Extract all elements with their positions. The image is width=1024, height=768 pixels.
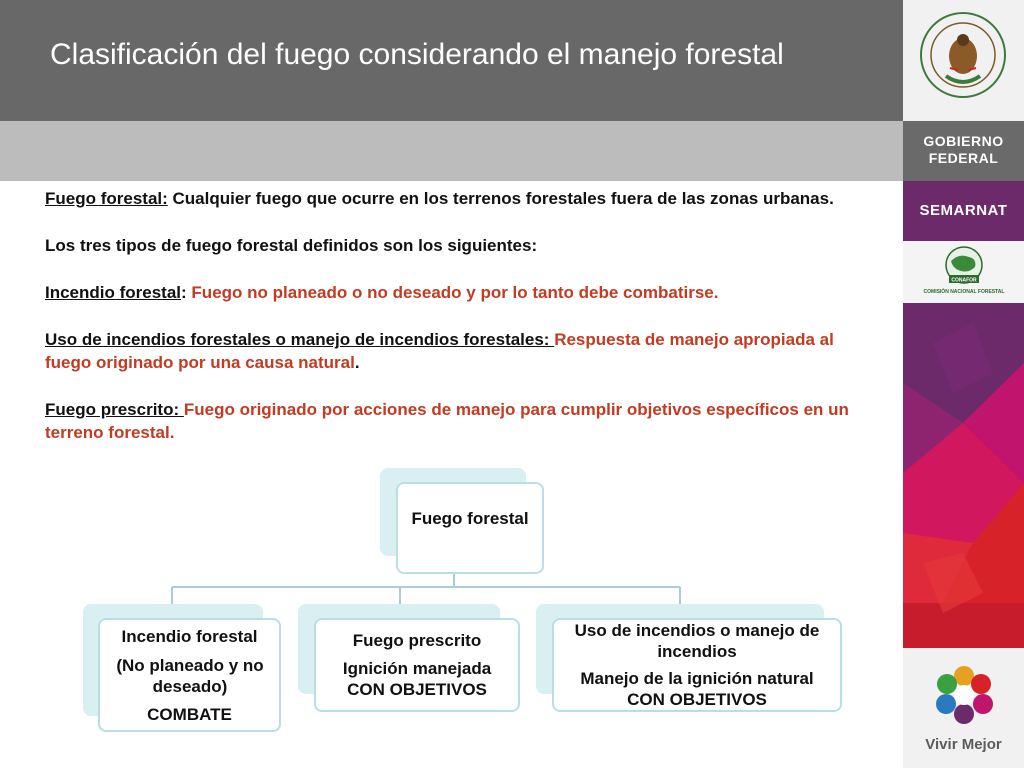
- conafor-label: COMISIÓN NACIONAL FORESTAL: [923, 289, 1005, 295]
- gobierno-line2: FEDERAL: [928, 150, 999, 166]
- conafor-panel: [903, 241, 1024, 303]
- child-1-title: Incendio forestal: [121, 627, 258, 646]
- uso-end: .: [354, 353, 360, 372]
- uso-text: Respuesta de manejo apropiada al fuego originado por una causa natural: [45, 330, 834, 372]
- sidebar: [903, 0, 1024, 768]
- incendio-colon: :: [181, 283, 192, 302]
- slide-title: Clasificación del fuego considerando el manejo forestal: [50, 38, 784, 71]
- gobierno-federal-panel: [903, 121, 1024, 181]
- vivir-mejor-flower-icon: [933, 664, 995, 726]
- child-2-line2: Ignición manejada CON OBJETIVOS: [342, 659, 492, 699]
- conafor-logo-icon: [939, 245, 989, 289]
- gobierno-line1: GOBIERNO: [923, 133, 1004, 149]
- vivir-mejor-panel: [903, 648, 1024, 768]
- conafor-badge: CONAFOR: [951, 277, 977, 284]
- mexico-seal-icon: [918, 10, 1008, 100]
- root-node-label: Fuego forestal: [411, 509, 529, 528]
- incendio-text: Fuego no planeado o no deseado y por lo tanto debe combatirse.: [191, 283, 719, 302]
- decorative-pattern: [903, 303, 1024, 648]
- prescrito-text: Fuego originado por acciones de manejo para cumplir objetivos específicos en un terreno forestal.: [45, 400, 849, 442]
- vivir-mejor-label: Vivir Mejor: [925, 736, 1002, 753]
- child-2-title: Fuego prescrito: [352, 631, 482, 650]
- child-3-title: Uso de incendios o manejo de incendios: [574, 621, 820, 661]
- child-3-line2: Manejo de la ignición natural CON OBJETIVOS: [580, 669, 814, 709]
- seal-panel: [903, 0, 1024, 121]
- child-1-line3: COMBATE: [147, 705, 232, 724]
- semarnat-panel: SEMARNAT: [903, 181, 1024, 241]
- definition-text: Cualquier fuego que ocurre en los terrenos forestales fuera de las zonas urbanas.: [167, 189, 834, 208]
- child-1-line2: (No planeado y no deseado): [116, 656, 264, 696]
- prescrito-term: Fuego prescrito:: [45, 400, 184, 419]
- uso-term: Uso de incendios forestales o manejo de incendios forestales:: [45, 330, 555, 349]
- intro-paragraph: Los tres tipos de fuego forestal definidos son los siguientes:: [45, 236, 538, 255]
- incendio-term: Incendio forestal: [45, 283, 182, 302]
- definition-term: Fuego forestal:: [45, 189, 168, 208]
